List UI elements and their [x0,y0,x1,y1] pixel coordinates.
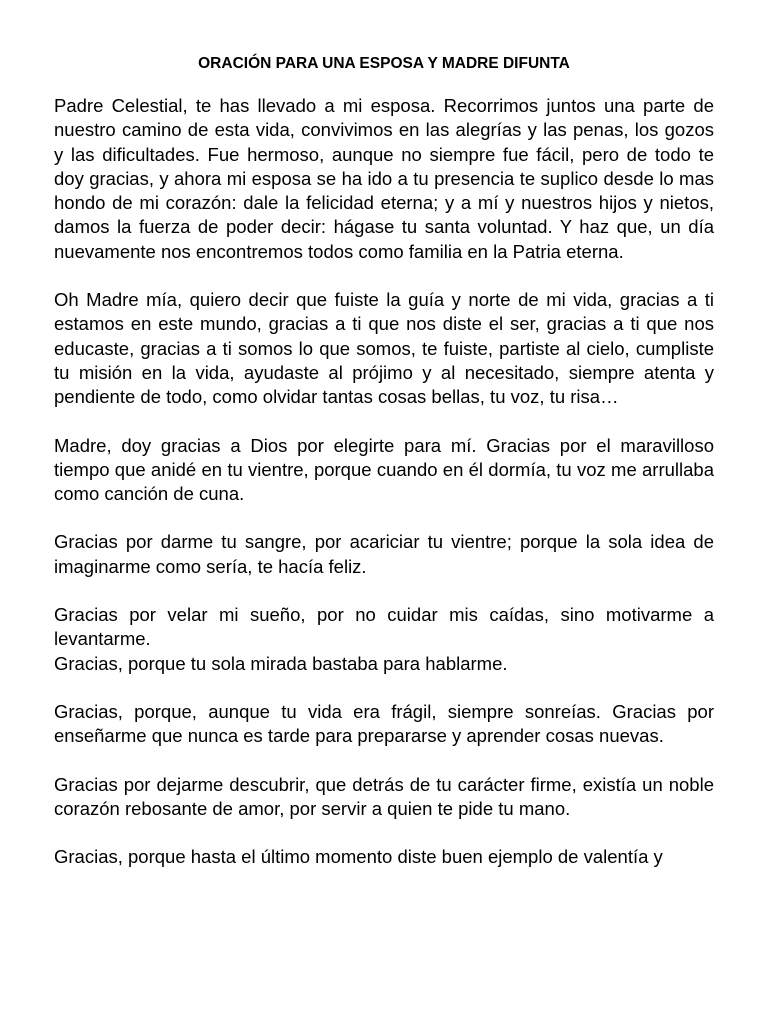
paragraph-text: Gracias, porque tu sola mirada bastaba para hablarme. [54,652,508,674]
paragraph-3 [54,434,714,507]
document-page [54,52,714,893]
paragraph-2 [54,288,714,409]
document-title: ORACIÓN PARA UNA ESPOSA Y MADRE DIFUNTA [198,55,570,72]
paragraph-text: Gracias por dejarme descubrir, que detrás de tu carácter firme, existía un noble corazón rebosante de amor, por servir a quien te pide tu mano. [54,773,714,819]
paragraph-8 [54,845,714,869]
paragraph-text: Gracias por velar mi sueño, por no cuidar mis caídas, sino motivarme a levantarme. [54,604,714,650]
paragraph-text: Gracias por darme tu sangre, por acariciar tu vientre; porque la sola idea de imaginarme como sería, te hacía feliz. [54,531,714,577]
paragraph-1 [54,94,714,264]
paragraph-text: Madre, doy gracias a Dios por elegirte para mí. Gracias por el maravilloso tiempo que anidé en tu vientre, porque cuando en él dormía, tu voz me arrullaba como canción de cuna. [54,434,714,505]
paragraph-6 [54,700,714,749]
paragraph-4 [54,530,714,579]
paragraph-5 [54,603,714,676]
paragraph-text: Padre Celestial, te has llevado a mi esposa. Recorrimos juntos una parte de nuestro camino de esta vida, convivimos en las alegrías y las penas, los gozos y las dificultades. Fue hermoso, aunque no siempre fue fácil, pero de todo te doy gracias, y ahora mi esposa se ha ido a tu presencia te suplico desde lo mas hondo de mi corazón: dale la felicidad eterna; y a mí y nuestros hijos y nietos, damos la fuerza de poder decir: hágase tu santa voluntad. Y haz que, un día nuevamente nos encontremos todos como familia en la Patria eterna. [54,95,714,262]
paragraph-7 [54,773,714,822]
paragraph-text: Gracias, porque, aunque tu vida era frágil, siempre sonreías. Gracias por enseñarme que nunca es tarde para prepararse y aprender cosas nuevas. [54,700,714,747]
paragraph-text: Gracias, porque hasta el último momento diste buen ejemplo de valentía y [54,846,663,868]
paragraph-text: Oh Madre mía, quiero decir que fuiste la guía y norte de mi vida, gracias a ti estamos en este mundo, gracias a ti que nos diste el ser, gracias a ti que nos educaste, gracias a ti somos lo que somos, te fuiste, partiste al cielo, cumpliste tu misión en la vida, ayudaste al prójimo y al necesitado, siempre atenta y pendiente de todo, como olvidar tantas cosas bellas, tu voz, tu risa… [54,289,714,408]
